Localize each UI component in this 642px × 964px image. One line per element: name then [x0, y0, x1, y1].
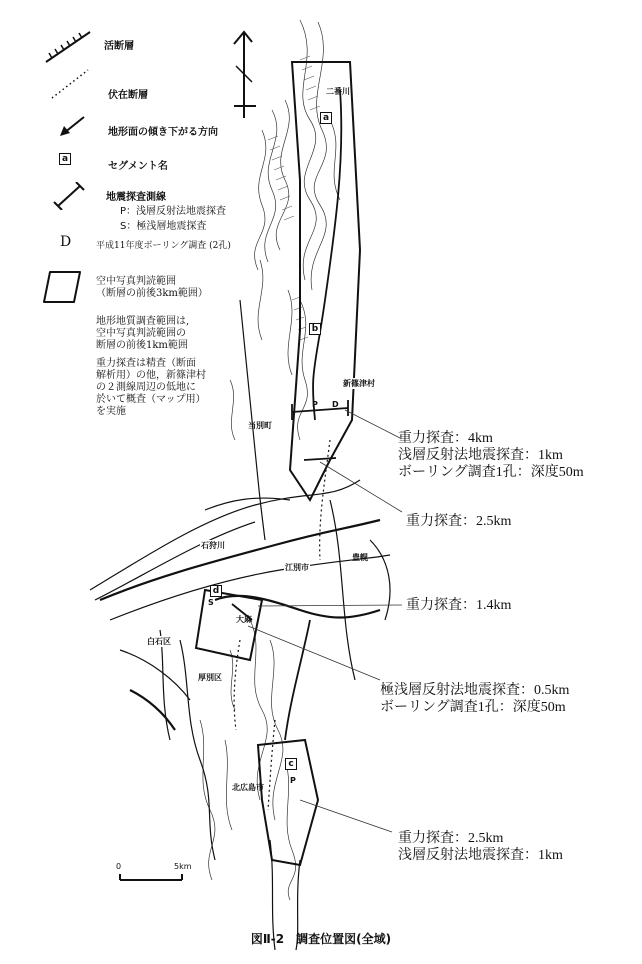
- legend-segment-label: セグメント名: [108, 161, 168, 172]
- terrain-contours: [200, 20, 340, 900]
- map-label-tsukigata: 豊幌: [352, 553, 368, 562]
- legend-buried-fault-label: 伏在断層: [108, 90, 148, 101]
- legend-slope-label: 地形面の傾き下がる方向: [108, 127, 218, 138]
- legend-survey-p: P：浅層反射法地震探査: [120, 206, 227, 217]
- scale-zero: 0: [116, 862, 122, 871]
- scale-end: 5km: [174, 862, 192, 871]
- segment-marker-c: c: [285, 758, 297, 770]
- map-label-nopporo: 大麻: [236, 615, 252, 624]
- scale-bar: [120, 874, 182, 880]
- legend-note-geology: 地形地質調査範囲は, 空中写真判読範囲の 断層の前後1km範囲: [96, 316, 190, 351]
- survey-lines: [232, 400, 348, 620]
- map-label-kitahiroshima: 北広島市: [232, 783, 264, 792]
- rivers-roads: [90, 300, 390, 950]
- aerial-ranges: [196, 62, 360, 865]
- callout-leaders: [248, 410, 402, 832]
- map-label-ishikari-river: 石狩川: [201, 541, 225, 550]
- buried-faults: [234, 440, 330, 810]
- map-label-d: D: [332, 400, 339, 409]
- legend-survey-s: S：極浅層地震探査: [120, 221, 207, 232]
- legend-aerial-label: 空中写真判読範囲 （断層の前後3km範囲）: [96, 276, 208, 299]
- legend-survey-label: 地震探査測線: [106, 192, 166, 203]
- map-label-ningen: 二番川: [326, 87, 350, 96]
- letter-d-icon: D: [60, 234, 72, 250]
- legend-note-gravity: 重力探査は精査（断面 解析用）の他，新篠津村 の２測線周辺の低地に 於いて概査（マップ用） を実施: [96, 358, 206, 417]
- callout-1: 重力探査：4km 浅層反射法地震探査：1km ボーリング調査1孔：深度50m: [398, 431, 584, 480]
- callout-3: 重力探査：1.4km: [406, 598, 512, 613]
- map-label-shiroishi: 白石区: [147, 637, 171, 646]
- callout-2: 重力探査：2.5km: [406, 514, 512, 529]
- legend-active-fault-label: 活断層: [104, 41, 134, 52]
- map-label-p2: P: [290, 776, 296, 785]
- highway: [100, 520, 380, 730]
- callout-4: 極浅層反射法地震探査：0.5km ボーリング調査1孔：深度50m: [380, 683, 570, 715]
- map-label-tobetsu: 当別町: [248, 421, 272, 430]
- map-label-ebetsu: 江別市: [285, 563, 309, 572]
- map-label-atsubetsu: 厚別区: [198, 673, 222, 682]
- boxed-a-icon: a: [59, 153, 71, 165]
- legend-boring-label: 平成11年度ボーリング調査 (2孔): [96, 241, 231, 251]
- figure-caption: 図Ⅱ-2 調査位置図(全域): [250, 932, 392, 946]
- segment-marker-b: b: [309, 323, 321, 335]
- map-label-s: S: [208, 598, 214, 607]
- segment-marker-d: d: [210, 585, 222, 597]
- segment-marker-a: a: [320, 112, 332, 124]
- map-label-p: P: [312, 400, 318, 409]
- callout-5: 重力探査：2.5km 浅層反射法地震探査：1km: [398, 831, 563, 863]
- map-label-shinshinotsu: 新篠津村: [343, 379, 375, 388]
